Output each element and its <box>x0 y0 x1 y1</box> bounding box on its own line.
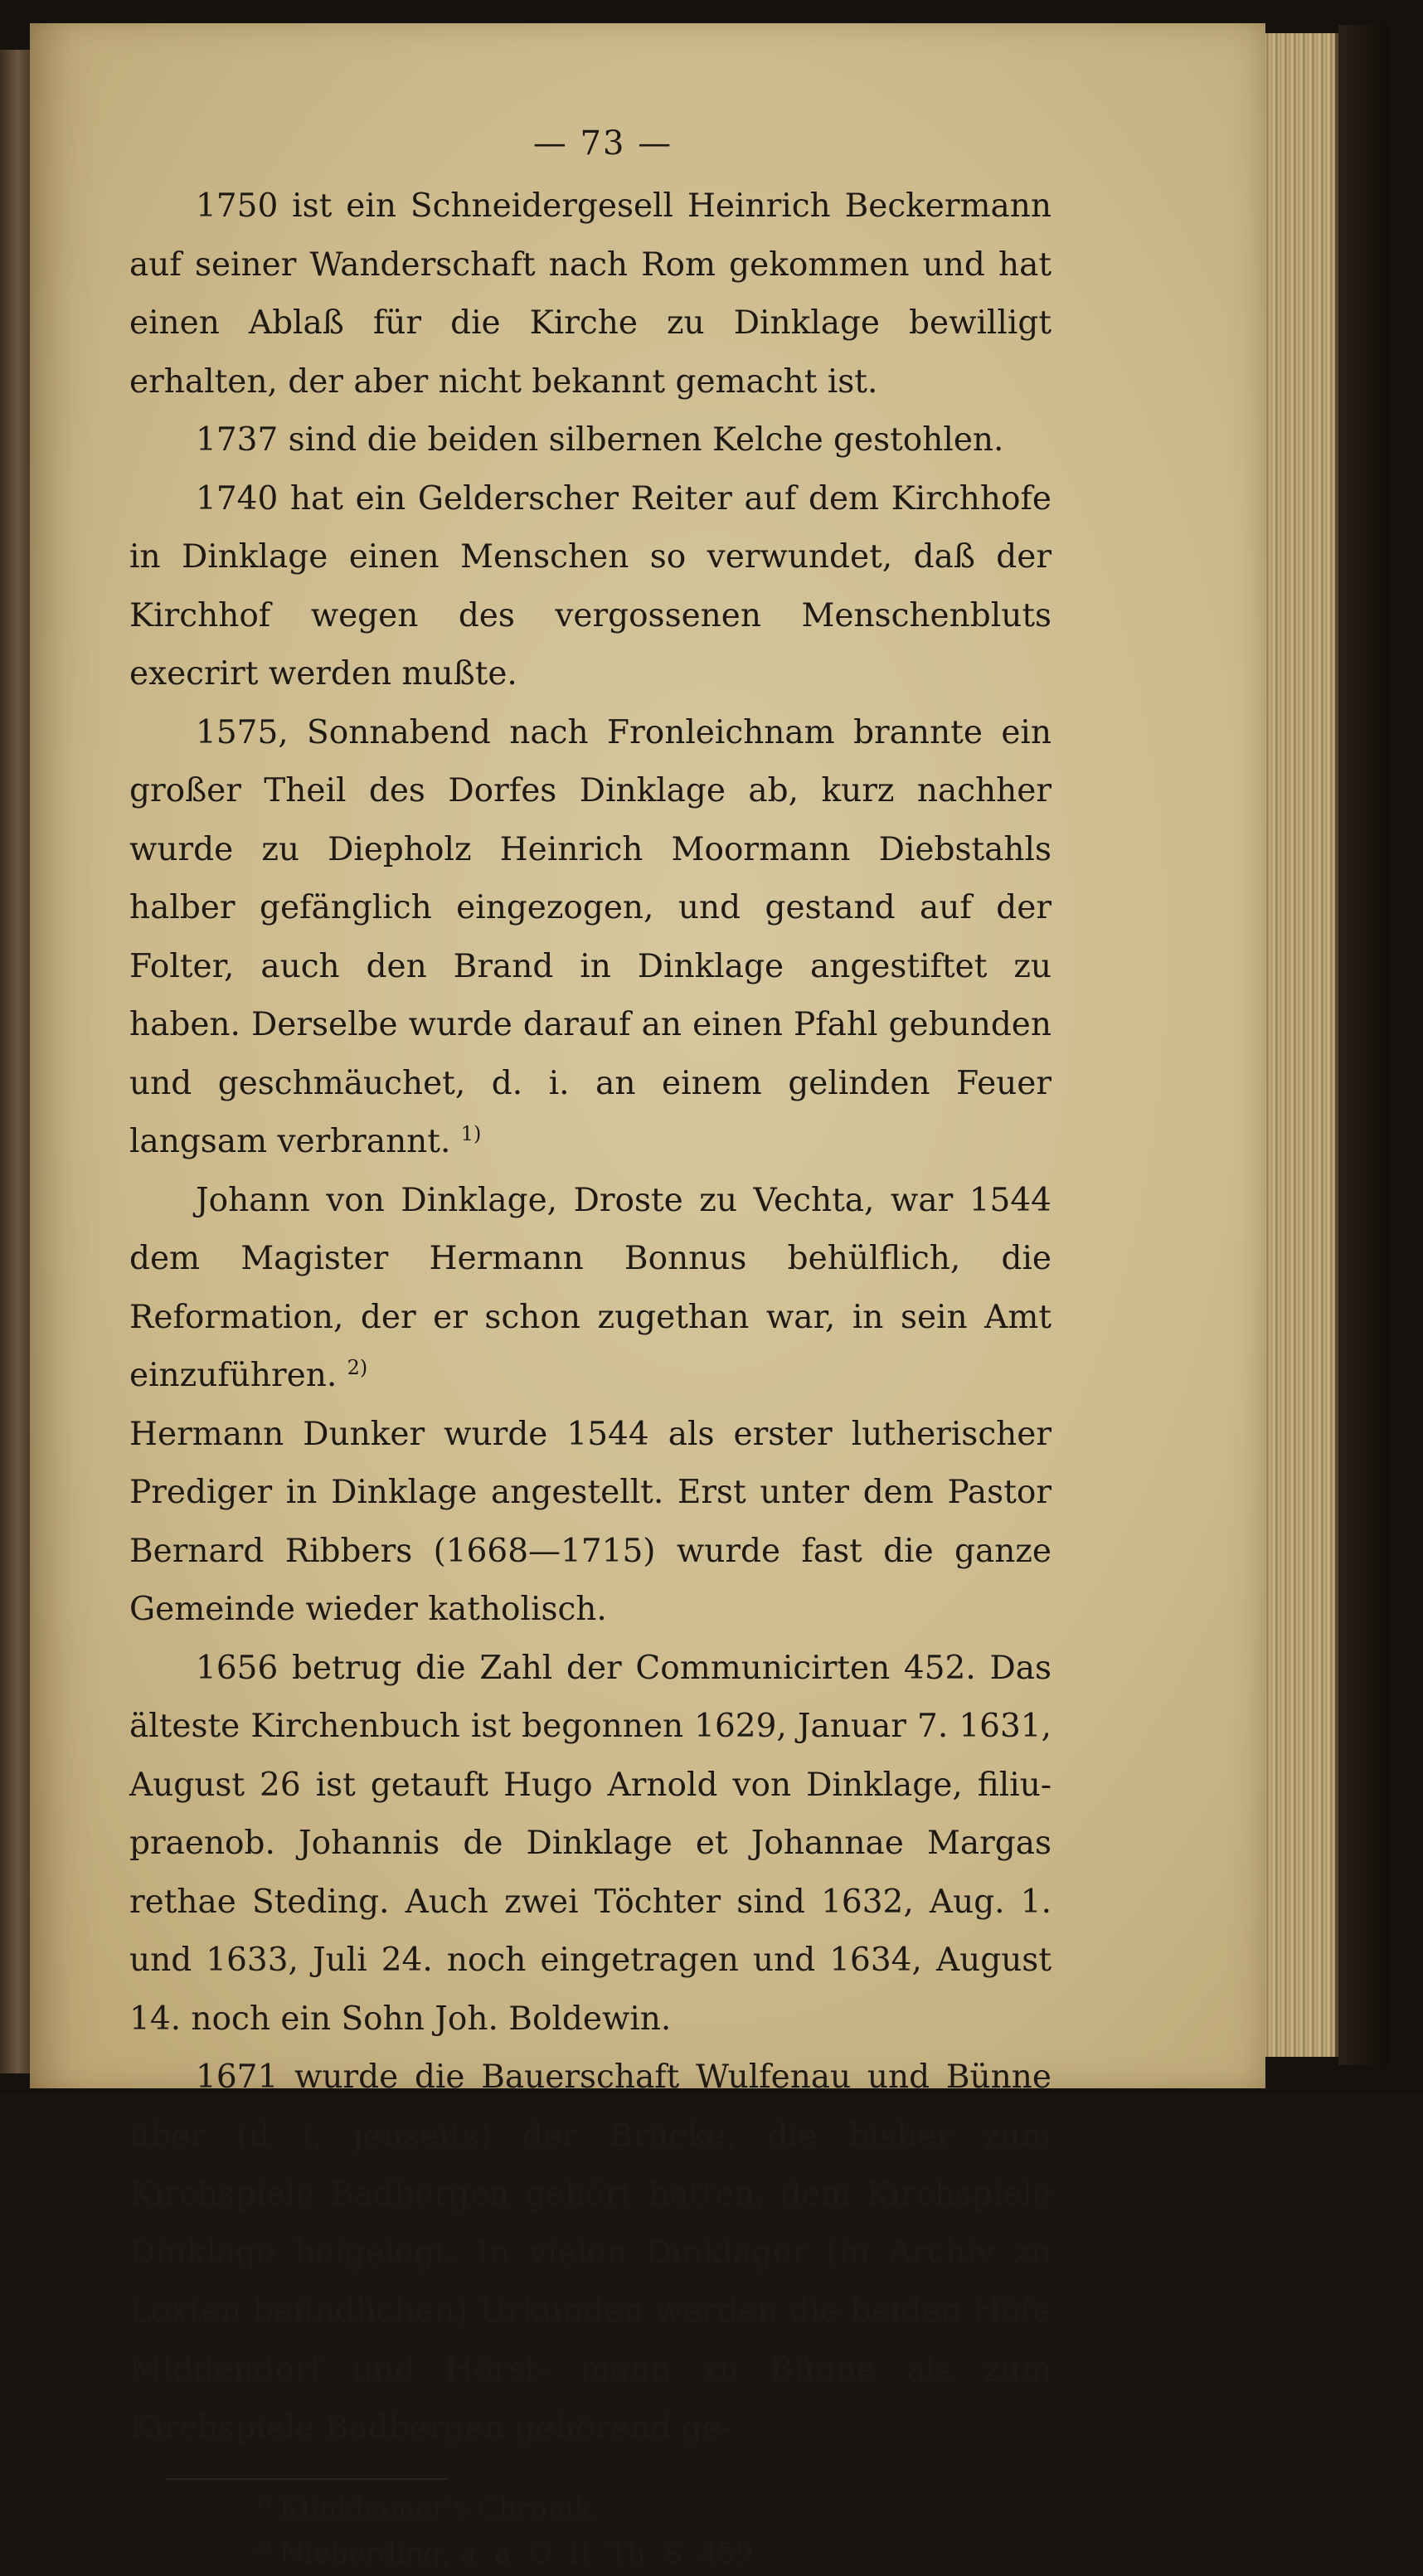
previous-page-edge <box>0 50 30 2073</box>
paragraph-johann <box>129 1172 1051 1406</box>
paragraph-johann-text: Johann von Dinklage, Droste zu Vechta, war 1544 dem Magister Hermann Bonnus behülflich, die Reformation, der er schon zugethan war, in sein Amt einzuführen. <box>129 1181 1051 1394</box>
paragraph-1575-text: 1575, Sonnabend nach Fronleichnam brannte ein großer Theil des Dorfes Dinklage ab, kurz nachher wurde zu Diepholz Heinrich Moormann Diebstahls halber gefänglich eingezogen, und gestand auf der Folter, auch den Brand in Dinklage angestiftet zu haben. Derselbe wurde darauf an einen Pfahl gebunden und geschmäuchet, d. i. an einem gelinden Feuer langsam verbrannt. <box>129 713 1051 1160</box>
footnote-1-text: Klinkhamer's Chronik. <box>279 2491 601 2525</box>
body-text <box>129 177 1051 2458</box>
page-text-block <box>129 124 1051 2576</box>
paragraph-1671: 1671 wurde die Bauerschaft Wulfenau und Bünne über (d i. jenseits) der Brücke, die bisher zum Kirchspiele Badbergen gehört hatten, dem Kirchspiele Dinklage beigelegt. In vielen Dinklager (in Archiv zu Loxten befindlichen) Urkunden werden die beiden Höfe Middendorf und Hörst- mann zu Bünne als zum Kirchspiele Badbergen gehörend ge- <box>129 2058 1051 2447</box>
footnote-1 <box>254 2486 1051 2531</box>
paragraph-hermann: Hermann Dunker wurde 1544 als erster lutherischer Prediger in Dinklage angestellt. Erst unter dem Pastor Bernard Ribbers (1668—1715) wurde fast die ganze Gemeinde wieder katholisch. <box>129 1415 1051 1628</box>
footnote-ref-2: 2) <box>347 1356 368 1379</box>
paragraph-1750: 1750 ist ein Schneidergesell Heinrich Beckermann auf seiner Wanderschaft nach Rom gekommen und hat einen Ablaß für die Kirche zu Dinklage bewilligt erhalten, der aber nicht bekannt gemacht ist. <box>129 187 1051 401</box>
page-number: — 73 — <box>532 124 673 163</box>
footnote-2 <box>254 2531 1051 2576</box>
paragraph-1575 <box>129 704 1051 1172</box>
paragraph-1737: 1737 sind die beiden silbernen Kelche gestohlen. <box>196 421 1004 459</box>
footnote-2-text: Nieberding, a. a. O. II. Th. S. 459. <box>279 2536 763 2570</box>
footnote-2-mark: 2) <box>254 2536 271 2557</box>
book-cover-edge <box>1338 25 1388 2065</box>
footnote-divider <box>166 2478 448 2480</box>
paragraph-1740: 1740 hat ein Gelderscher Reiter auf dem Kirchhofe in Dinklage einen Menschen so verwundet, daß der Kirchhof wegen des vergossenen Menschenbluts execrirt werden mußte. <box>129 479 1051 693</box>
footnote-ref-1: 1) <box>460 1122 482 1145</box>
paragraph-1656: 1656 betrug die Zahl der Communicirten 452. Das älteste Kirchenbuch ist begonnen 1629, Januar 7. 1631, August 26 ist getauft Hugo Arnold von Dinklage, filiu- praenob. Johannis de Dinklage et Johannae Margas rethae Steding. Auch zwei Töchter sind 1632, Aug. 1. und 1633, Juli 24. noch eingetragen und 1634, August 14. noch ein Sohn Joh. Boldewin. <box>129 1649 1051 2038</box>
footnotes <box>129 2486 1051 2576</box>
footnote-1-mark: 1) <box>254 2491 271 2512</box>
